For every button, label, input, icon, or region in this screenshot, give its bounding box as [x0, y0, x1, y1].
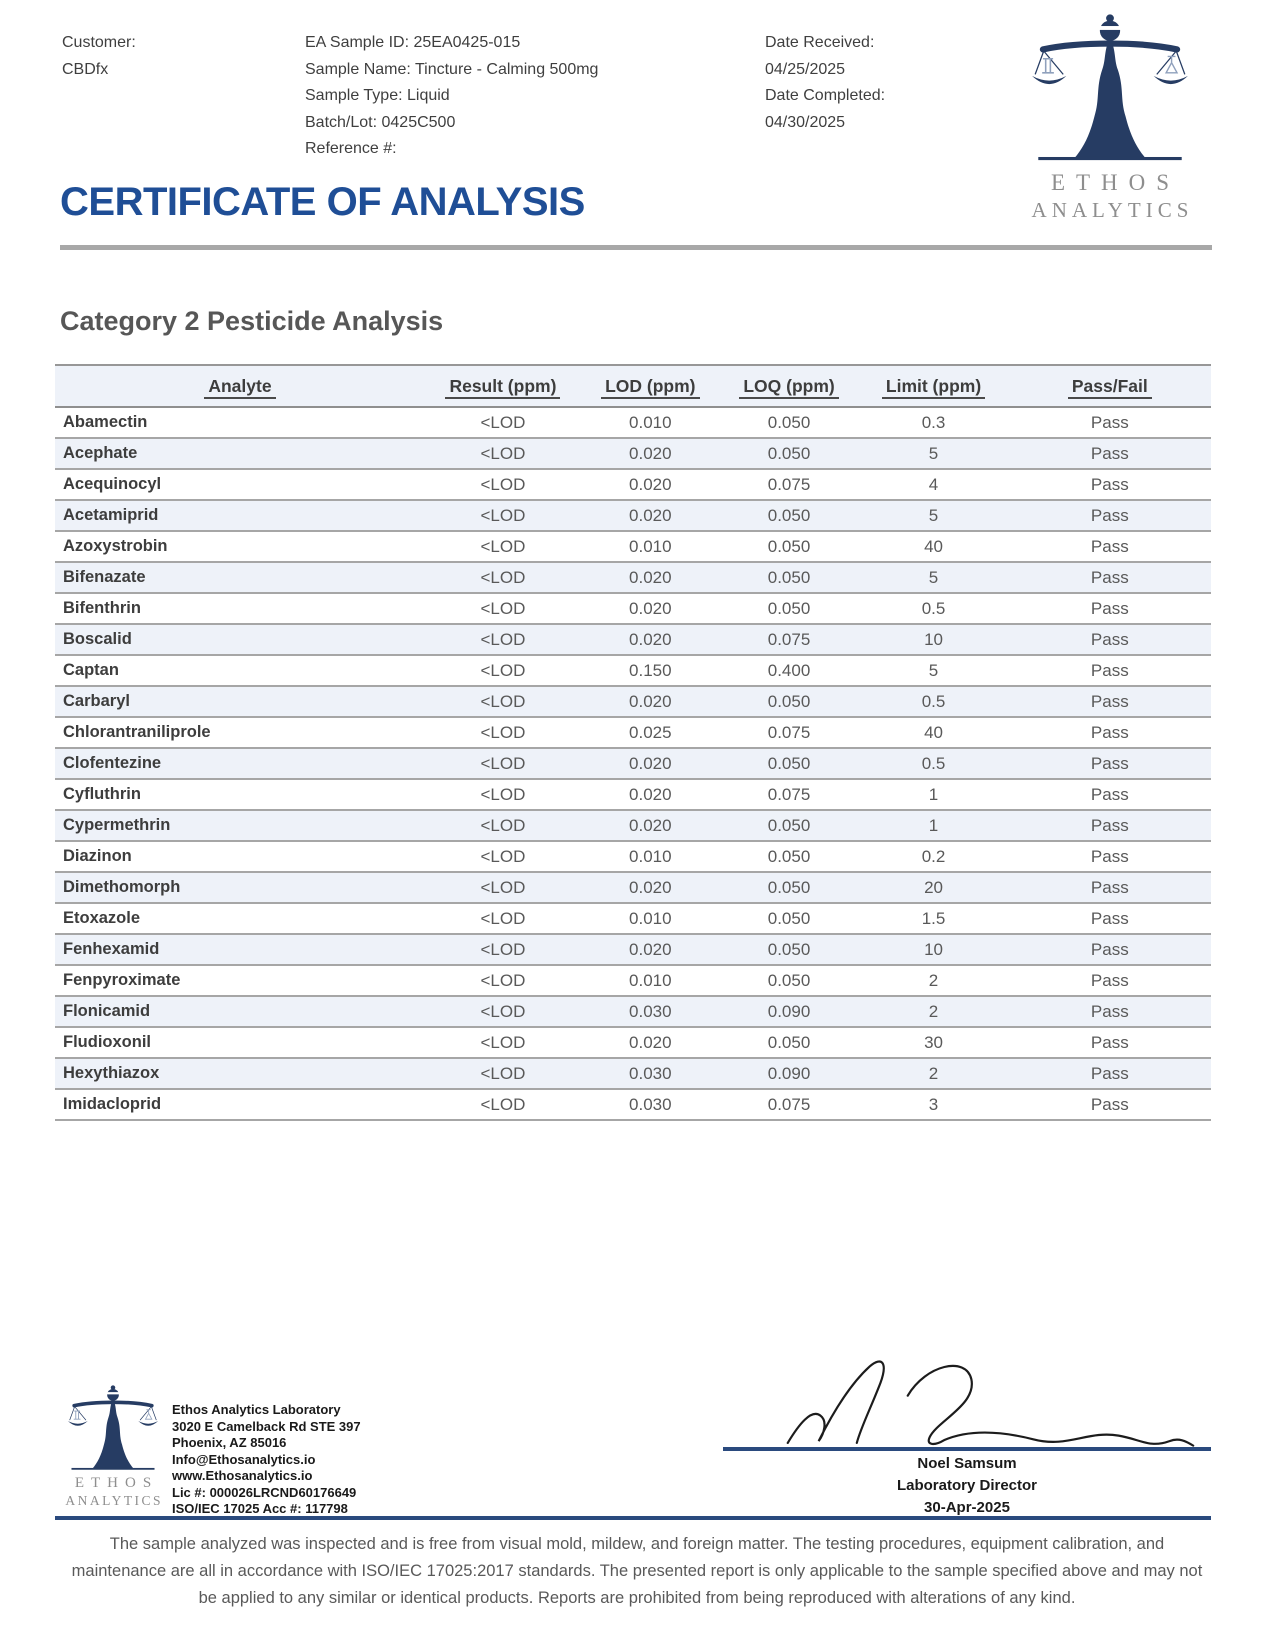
loq-cell: 0.090 — [767, 1063, 811, 1083]
analyte-cell: Boscalid — [63, 630, 132, 648]
table-row — [55, 593, 1211, 624]
lab-license: Lic #: 000026LRCND60176649 — [172, 1484, 357, 1500]
loq-cell: 0.075 — [767, 784, 811, 804]
loq-cell: 0.050 — [767, 877, 811, 897]
passfail-cell: Pass — [1090, 939, 1129, 959]
limit-cell: 4 — [928, 474, 939, 494]
passfail-cell: Pass — [1090, 877, 1129, 897]
table-row — [55, 407, 1211, 438]
lod-cell: 0.010 — [629, 846, 672, 866]
passfail-cell: Pass — [1090, 784, 1129, 804]
lab-info-block — [172, 1402, 361, 1518]
signer-block — [723, 1453, 1211, 1519]
sample-info-block — [305, 30, 598, 163]
table-row — [55, 562, 1211, 593]
result-cell: <LOD — [480, 1063, 526, 1083]
lod-cell: 0.020 — [629, 784, 672, 804]
table-row — [55, 531, 1211, 562]
analyte-cell: Dimethomorph — [63, 878, 181, 896]
table-row — [55, 655, 1211, 686]
analyte-cell: Bifenthrin — [63, 599, 141, 617]
logo-word-ethos: ETHOS — [74, 1475, 159, 1491]
lod-cell: 0.030 — [629, 1001, 672, 1021]
analyte-cell: Fenhexamid — [63, 940, 160, 958]
loq-cell: 0.050 — [767, 753, 811, 773]
table-row — [55, 872, 1211, 903]
table-row — [55, 469, 1211, 500]
date-received-label: Date Received: — [765, 34, 875, 51]
lab-name: Ethos Analytics Laboratory — [172, 1402, 341, 1417]
lady-justice-icon — [1026, 12, 1194, 164]
table-row — [55, 934, 1211, 965]
limit-cell: 2 — [928, 1063, 939, 1083]
reference-number: Reference #: — [305, 140, 397, 157]
analyte-cell: Imidacloprid — [63, 1095, 162, 1113]
passfail-cell: Pass — [1090, 598, 1129, 618]
signer-name: Noel Samsum — [917, 1455, 1017, 1472]
lod-cell: 0.020 — [629, 1032, 672, 1052]
table-row — [55, 965, 1211, 996]
col-header-loq: LOQ (ppm) — [720, 365, 859, 407]
loq-cell: 0.050 — [767, 505, 811, 525]
loq-cell: 0.050 — [767, 536, 811, 556]
loq-cell: 0.050 — [767, 815, 811, 835]
lod-cell: 0.010 — [629, 412, 672, 432]
table-row — [55, 841, 1211, 872]
table-row — [55, 624, 1211, 655]
lod-cell: 0.020 — [629, 567, 672, 587]
limit-cell: 0.5 — [921, 691, 946, 711]
analyte-cell: Fenpyroximate — [63, 971, 181, 989]
customer-value: CBDfx — [62, 60, 109, 78]
loq-cell: 0.050 — [767, 1032, 811, 1052]
result-cell: <LOD — [480, 567, 526, 587]
passfail-cell: Pass — [1090, 505, 1129, 525]
analyte-cell: Clofentezine — [63, 754, 162, 772]
result-cell: <LOD — [480, 505, 526, 525]
lod-cell: 0.010 — [629, 970, 672, 990]
loq-cell: 0.090 — [767, 1001, 811, 1021]
passfail-cell: Pass — [1090, 722, 1129, 742]
loq-cell: 0.050 — [767, 443, 811, 463]
limit-cell: 1.5 — [921, 908, 946, 928]
lod-cell: 0.030 — [629, 1063, 672, 1083]
limit-cell: 0.5 — [921, 598, 946, 618]
loq-cell: 0.050 — [767, 691, 811, 711]
result-cell: <LOD — [480, 722, 526, 742]
sign-date: 30-Apr-2025 — [924, 1499, 1010, 1516]
result-cell: <LOD — [480, 660, 526, 680]
result-cell: <LOD — [480, 443, 526, 463]
limit-cell: 30 — [924, 1032, 943, 1052]
page-title: CERTIFICATE OF ANALYSIS — [60, 180, 585, 224]
analyte-cell: Captan — [63, 661, 119, 679]
lod-cell: 0.020 — [629, 443, 672, 463]
lod-cell: 0.020 — [629, 629, 672, 649]
ethos-logo — [1005, 12, 1215, 223]
limit-cell: 1 — [928, 784, 939, 804]
loq-cell: 0.050 — [767, 908, 811, 928]
customer-label: Customer: — [62, 34, 136, 51]
result-cell: <LOD — [480, 908, 526, 928]
passfail-cell: Pass — [1090, 753, 1129, 773]
lod-cell: 0.020 — [629, 598, 672, 618]
dates-block — [765, 30, 885, 136]
limit-cell: 10 — [924, 629, 943, 649]
result-cell: <LOD — [480, 691, 526, 711]
result-cell: <LOD — [480, 1001, 526, 1021]
lod-cell: 0.010 — [629, 536, 672, 556]
loq-cell: 0.050 — [767, 939, 811, 959]
table-row — [55, 1027, 1211, 1058]
loq-cell: 0.075 — [767, 722, 811, 742]
date-received-value: 04/25/2025 — [765, 60, 846, 78]
analyte-cell: Azoxystrobin — [63, 537, 168, 555]
passfail-cell: Pass — [1090, 1001, 1129, 1021]
loq-cell: 0.075 — [767, 1094, 811, 1114]
analyte-cell: Carbaryl — [63, 692, 130, 710]
passfail-cell: Pass — [1090, 1094, 1129, 1114]
date-completed-value: 04/30/2025 — [765, 113, 846, 131]
limit-cell: 0.5 — [921, 753, 946, 773]
analyte-cell: Bifenazate — [63, 568, 146, 586]
limit-cell: 5 — [928, 505, 939, 525]
limit-cell: 40 — [924, 536, 943, 556]
table-row — [55, 500, 1211, 531]
loq-cell: 0.050 — [767, 970, 811, 990]
analyte-cell: Flonicamid — [63, 1002, 151, 1020]
passfail-cell: Pass — [1090, 629, 1129, 649]
analyte-cell: Cypermethrin — [63, 816, 171, 834]
sample-id: EA Sample ID: 25EA0425-015 — [305, 34, 521, 51]
analyte-cell: Acephate — [63, 444, 138, 462]
result-cell: <LOD — [480, 877, 526, 897]
passfail-cell: Pass — [1090, 815, 1129, 835]
table-row — [55, 717, 1211, 748]
lab-address-city: Phoenix, AZ 85016 — [172, 1435, 287, 1450]
limit-cell: 5 — [928, 660, 939, 680]
loq-cell: 0.075 — [767, 629, 811, 649]
table-row — [55, 438, 1211, 469]
passfail-cell: Pass — [1090, 970, 1129, 990]
result-cell: <LOD — [480, 412, 526, 432]
result-cell: <LOD — [480, 629, 526, 649]
table-header-row — [55, 365, 1211, 407]
logo-word-ethos: ETHOS — [1050, 170, 1181, 195]
limit-cell: 20 — [924, 877, 943, 897]
result-cell: <LOD — [480, 1094, 526, 1114]
lod-cell: 0.020 — [629, 753, 672, 773]
section-title: Category 2 Pesticide Analysis — [60, 306, 444, 336]
lab-iso-accreditation: ISO/IEC 17025 Acc #: 117798 — [172, 1501, 348, 1516]
sample-type: Sample Type: Liquid — [305, 87, 450, 104]
limit-cell: 40 — [924, 722, 943, 742]
pesticide-table-body — [55, 407, 1211, 1120]
limit-cell: 1 — [928, 815, 939, 835]
limit-cell: 5 — [928, 567, 939, 587]
result-cell: <LOD — [480, 846, 526, 866]
disclaimer-text: The sample analyzed was inspected and is free from visual mold, mildew, and foreign matter. The testing procedures, equipment calibration, and maintenance are all in accordance with ISO/IEC 17025:2017 standards. The presented report is only applicable to the sample specified above and may not be applied to any similar or identical products. Reports are prohibited from being reproduced with alterations of any kind. — [71, 1535, 1203, 1607]
analyte-cell: Chlorantraniliprole — [63, 723, 211, 741]
loq-cell: 0.050 — [767, 567, 811, 587]
result-cell: <LOD — [480, 970, 526, 990]
table-row — [55, 996, 1211, 1027]
logo-word-analytics: ANALYTICS — [1031, 198, 1194, 222]
passfail-cell: Pass — [1090, 1032, 1129, 1052]
loq-cell: 0.050 — [767, 412, 811, 432]
table-row — [55, 1089, 1211, 1120]
lady-justice-icon — [65, 1384, 161, 1472]
lod-cell: 0.025 — [629, 722, 672, 742]
limit-cell: 0.3 — [921, 412, 946, 432]
limit-cell: 5 — [928, 443, 939, 463]
lab-address-street: 3020 E Camelback Rd STE 397 — [172, 1418, 361, 1434]
result-cell: <LOD — [480, 598, 526, 618]
limit-cell: 2 — [928, 1001, 939, 1021]
passfail-cell: Pass — [1090, 536, 1129, 556]
loq-cell: 0.075 — [767, 474, 811, 494]
loq-cell: 0.050 — [767, 846, 811, 866]
col-header-analyte: Analyte — [55, 365, 425, 407]
analyte-cell: Acequinocyl — [63, 475, 162, 493]
table-row — [55, 810, 1211, 841]
loq-cell: 0.050 — [767, 598, 811, 618]
lod-cell: 0.020 — [629, 505, 672, 525]
table-row — [55, 1058, 1211, 1089]
result-cell: <LOD — [480, 784, 526, 804]
lab-website: www.Ethosanalytics.io — [172, 1468, 313, 1483]
table-row — [55, 748, 1211, 779]
analyte-cell: Diazinon — [63, 847, 132, 865]
analyte-cell: Abamectin — [63, 413, 148, 431]
customer-block — [62, 30, 136, 83]
signature-icon — [770, 1352, 1200, 1452]
passfail-cell: Pass — [1090, 660, 1129, 680]
lod-cell: 0.010 — [629, 908, 672, 928]
result-cell: <LOD — [480, 815, 526, 835]
lod-cell: 0.020 — [629, 691, 672, 711]
lab-email: Info@Ethosanalytics.io — [172, 1451, 316, 1467]
passfail-cell: Pass — [1090, 567, 1129, 587]
footer-divider — [55, 1516, 1211, 1520]
col-header-result: Result (ppm) — [425, 365, 581, 407]
batch-lot: Batch/Lot: 0425C500 — [305, 113, 456, 131]
limit-cell: 0.2 — [921, 846, 946, 866]
analyte-cell: Fludioxonil — [63, 1033, 151, 1051]
passfail-cell: Pass — [1090, 691, 1129, 711]
pesticide-analysis-table — [55, 364, 1211, 1121]
col-header-limit: Limit (ppm) — [858, 365, 1008, 407]
analyte-cell: Etoxazole — [63, 909, 141, 927]
result-cell: <LOD — [480, 536, 526, 556]
lod-cell: 0.020 — [629, 474, 672, 494]
result-cell: <LOD — [480, 474, 526, 494]
passfail-cell: Pass — [1090, 908, 1129, 928]
sample-name: Sample Name: Tincture - Calming 500mg — [305, 60, 599, 78]
col-header-lod: LOD (ppm) — [581, 365, 720, 407]
logo-word-analytics: ANALYTICS — [65, 1493, 164, 1508]
limit-cell: 3 — [928, 1094, 939, 1114]
table-row — [55, 779, 1211, 810]
lod-cell: 0.020 — [629, 815, 672, 835]
limit-cell: 2 — [928, 970, 939, 990]
analyte-cell: Hexythiazox — [63, 1064, 160, 1082]
title-divider — [60, 245, 1212, 250]
limit-cell: 10 — [924, 939, 943, 959]
result-cell: <LOD — [480, 753, 526, 773]
table-row — [55, 686, 1211, 717]
passfail-cell: Pass — [1090, 474, 1129, 494]
lod-cell: 0.020 — [629, 877, 672, 897]
passfail-cell: Pass — [1090, 412, 1129, 432]
passfail-cell: Pass — [1090, 443, 1129, 463]
col-header-passfail: Pass/Fail — [1009, 365, 1211, 407]
signature-divider — [723, 1447, 1211, 1451]
footer-ethos-logo — [58, 1384, 168, 1509]
table-row — [55, 903, 1211, 934]
date-completed-label: Date Completed: — [765, 87, 886, 104]
analyte-cell: Cyfluthrin — [63, 785, 141, 803]
result-cell: <LOD — [480, 1032, 526, 1052]
lod-cell: 0.030 — [629, 1094, 672, 1114]
passfail-cell: Pass — [1090, 846, 1129, 866]
lod-cell: 0.020 — [629, 939, 672, 959]
signer-title: Laboratory Director — [896, 1477, 1038, 1494]
result-cell: <LOD — [480, 939, 526, 959]
analyte-cell: Acetamiprid — [63, 506, 159, 524]
passfail-cell: Pass — [1090, 1063, 1129, 1083]
loq-cell: 0.400 — [767, 660, 811, 680]
lod-cell: 0.150 — [629, 660, 672, 680]
